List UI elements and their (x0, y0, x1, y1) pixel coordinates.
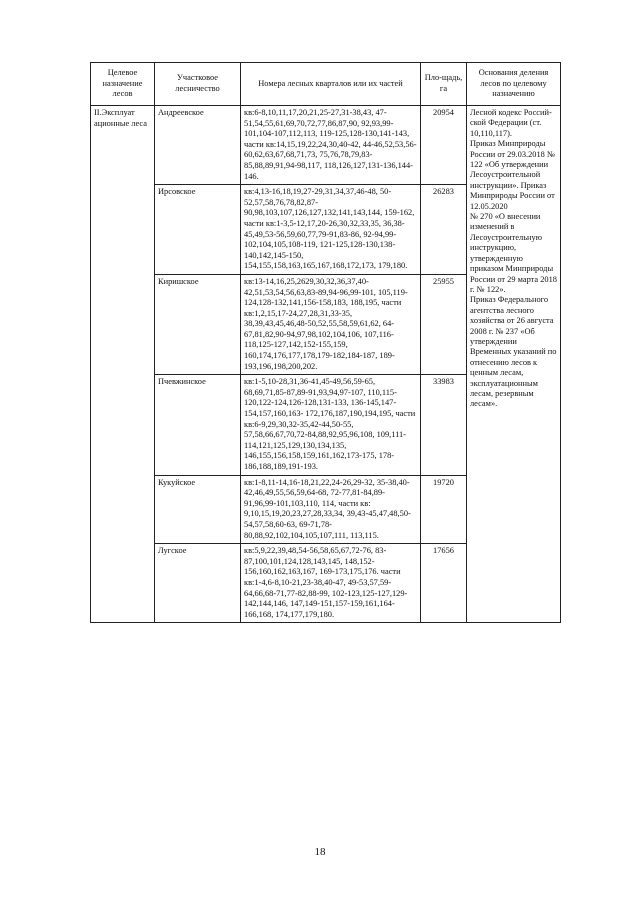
purpose-cell: II.Эксплуат ационные леса (91, 106, 155, 623)
quarters-cell: кв:5,9,22,39,48,54-56,58,65,67,72-76, 83-87,100,101,124,128,143,145, 148,152-156,160,162,163,167, 169-173,175,176. части кв:1-4,6-8,10-21,23-38,40-47, 49-53,57,59-64,66,68-71,77-82,88-99, 102-123,125-127,129-142,144,146, 147,149-151,157-159,161,164-166,168, 174,177,179,180. (241, 544, 421, 623)
district-cell: Киришское (155, 274, 241, 374)
area-cell: 17656 (421, 544, 467, 623)
area-cell: 19720 (421, 475, 467, 544)
page-number: 18 (314, 846, 326, 858)
forest-division-table (90, 62, 561, 623)
document-sheet (90, 62, 560, 623)
area-cell: 20954 (421, 106, 467, 185)
basis-paragraph: № 270 «О внесении изменений в Лесоустроительную инструкцию, утвержденную приказом Минприроды России от 29 марта 2018 г. № 122». (470, 212, 557, 294)
area-cell: 33983 (421, 375, 467, 475)
header-purpose: Целевое назначение лесов (91, 63, 155, 106)
header-area: Пло-щадь, га (421, 63, 467, 106)
district-cell: Пчевжинское (155, 375, 241, 475)
quarters-cell: кв:6-8,10,11,17,20,21,25-27,31-38,43, 47-51,54,55,61,69,70,72,77,86,87,90, 92,93,99-101,104-107,112,113, 119-125,128-130,141-143, части кв:14,15,19,22,24,30,40-42, 44-46,52,53,56-60,62,63,67,68,71,73, 75,76,78,79,83-85,88,89,91,94-98,117, 118,126,127,131-136,144-146. (241, 106, 421, 185)
district-cell: Лугское (155, 544, 241, 623)
area-cell: 26283 (421, 185, 467, 275)
quarters-cell: кв:13-14,16,25,2629,30,32,36,37,40- 42,51,53,54,56,63,83-89,94-96,99-101, 105,119-124,128-132,141,156-158,183, 188,195, части кв:1,2,15,17-24,27,28,31,33-35, 38,39,43,45,46,48-50,52,55,58,59,61,62, 64-67,81,82,90-94,97,98,102,104,106, 107,116-118,125-127,142,152-155,159, 160,174,176,177,178,179-182,184-187, 189-193,196,198,200,202. (241, 274, 421, 374)
quarters-cell: кв:1-5,10-28,31,36-41,45-49,56,59-65, 68,69,71,85-87,89-91,93,94,97-107, 110,115-120,122-124,126-128,131-133, 136-145,147-154,157,160,163- 172,176,187,190,194,195, части кв:6-9,29,30,32-35,42-44,50-55, 57,58,66,67,70,72-84,88,92,95,96,108, 109,111-114,121,125,129,130,134,135, 146,155,156,158,159,161,162,173-175, 178-186,188,189,191-193. (241, 375, 421, 475)
table-header-row (91, 63, 561, 106)
area-cell: 25955 (421, 274, 467, 374)
basis-paragraph: Лесной кодекс Россий-ской Федерации (ст. 10,110,117). (470, 108, 552, 138)
basis-cell (467, 106, 561, 623)
header-quarters: Номера лесных кварталов или их частей (241, 63, 421, 106)
basis-paragraph: Приказ Минприроды России от 29.03.2018 № 122 «Об утверждении Лесоустроительной инструкции». Приказ Минприроды России от 12.05.2020 (470, 139, 555, 211)
basis-paragraph: Приказ Федерального агентства лесного хозяйства от 26 августа 2008 г. № 237 «Об утверждении Временных указаний по отнесению лесов к ценным лесам, эксплуатационным лесам, резервным лесам». (470, 295, 557, 409)
quarters-cell: кв:1-8,11-14,16-18,21,22,24-26,29-32, 35-38,40-42,46,49,55,56,59,64-68, 72-77,81-84,89-91,96,99-101,103,110, 114, части кв: 9,10,15,19,20,23,27,28,33,34, 39,43-45,47,48,50-54,57,58,60-63, 69-71,78-80,88,92,102,104,105,107,111, 113,115. (241, 475, 421, 544)
district-cell: Андреевское (155, 106, 241, 185)
header-basis: Основания деления лесов по целевому назначению (467, 63, 561, 106)
district-cell: Кукуйское (155, 475, 241, 544)
quarters-cell: кв:4,13-16,18,19,27-29,31,34,37,46-48, 50-52,57,58,76,78,82,87- 90,98,103,107,126,127,132,141,143,144, 159-162, части кв:1-3,5-12,17,20-26,30,32,33,35, 36,38-45,49,53-56,59,60,77,79-91,83-86, 92-94,99-102,104,105,108-119, 121-125,128-130,138-140,142,145-150, 154,155,158,163,165,167,168,172,173, 179,180. (241, 185, 421, 275)
header-district: Участковое лесничество (155, 63, 241, 106)
district-cell: Ирсовское (155, 185, 241, 275)
table-row (91, 106, 561, 185)
